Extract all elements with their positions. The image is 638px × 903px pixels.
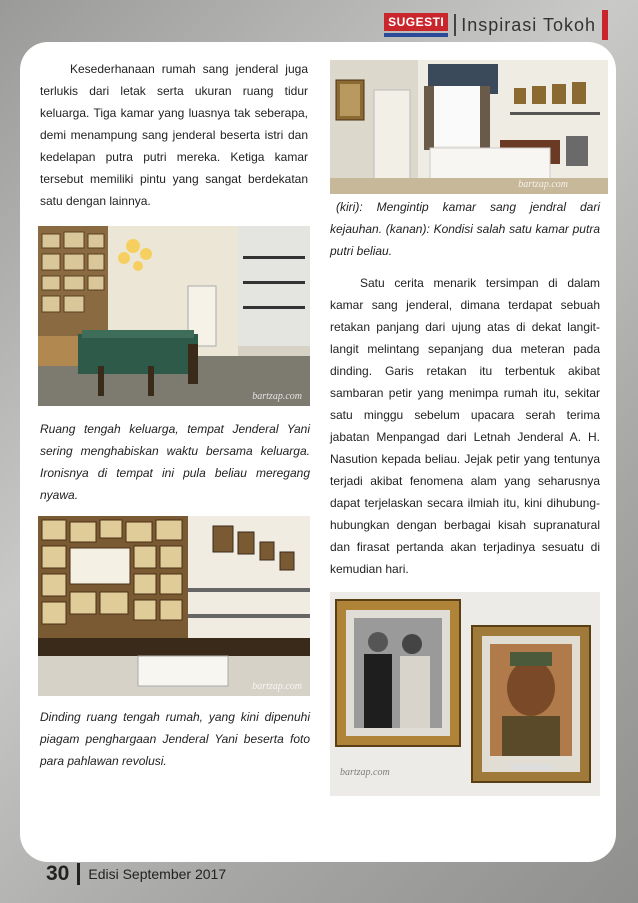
intro-paragraph: Kesederhanaan rumah sang jenderal juga terlukis dari letak serta ukuran ruang tidur keluarga. Tiga kamar yang luasnya tak seberapa, demi menampung sang jenderal beserta istri dan kedelapan putra putri mereka. Ketiga kamar tersebut memiliki pintu yang sangat berdekatan satu dengan lainnya. [40,62,308,208]
portraits-photo [330,592,600,796]
photo-watermark: bartzap.com [340,767,390,778]
footer-divider [77,863,80,885]
caption-wall-awards: Dinding ruang tengah rumah, yang kini dipenuhi piagam penghargaan Jenderal Yani beserta foto para pahlawan revolusi. [40,710,310,768]
edition-label: Edisi September 2017 [88,866,227,882]
page-header [384,10,608,40]
page-number: 30 [46,862,70,885]
caption-family-room: Ruang tengah keluarga, tempat Jenderal Yani sering menghabiskan waktu bersama keluarga. Ironisnya di tempat ini pula beliau meregang nyawa. [40,422,310,502]
caption-bedroom: (kiri): Mengintip kamar sang jendral dari kejauhan. (kanan): Kondisi salah satu kamar putra putri beliau. [330,200,600,258]
bedroom-photo [330,60,608,194]
photo-watermark: bartzap.com [252,391,302,402]
magazine-logo: SUGESTI [384,13,448,37]
header-accent-bar [602,10,608,40]
photo-watermark: bartzap.com [252,681,302,692]
wall-awards-photo [38,516,310,696]
lightning-crack-paragraph: Satu cerita menarik tersimpan di dalam kamar sang jenderal, dimana terdapat sebuah retakan panjang dari ujung atas di dekat langit-langit melintang sepanjang dua meteran pada dinding. Garis retakan itu terbentuk akibat sambaran petir yang menimpa rumah itu, sekitar satu minggu sebelum upacara serah terima jabatan Menpangad dari Letnah Jenderal A. H. Nasution kepada beliau. Jejak petir yang tentunya terjadi akibat fenomena alam yang seharusnya dapat terjelaskan secara ilmiah itu, kini dihubung-hubungkan dengan berbagai kisah supranatural dan firasat pertanda akan terjadinya sesuatu di kemudian hari. [330,276,600,576]
page-footer [46,862,226,886]
family-room-photo [38,226,310,406]
photo-watermark: bartzap.com [518,179,568,190]
section-title: Inspirasi Tokoh [461,14,596,35]
header-divider [454,14,456,36]
